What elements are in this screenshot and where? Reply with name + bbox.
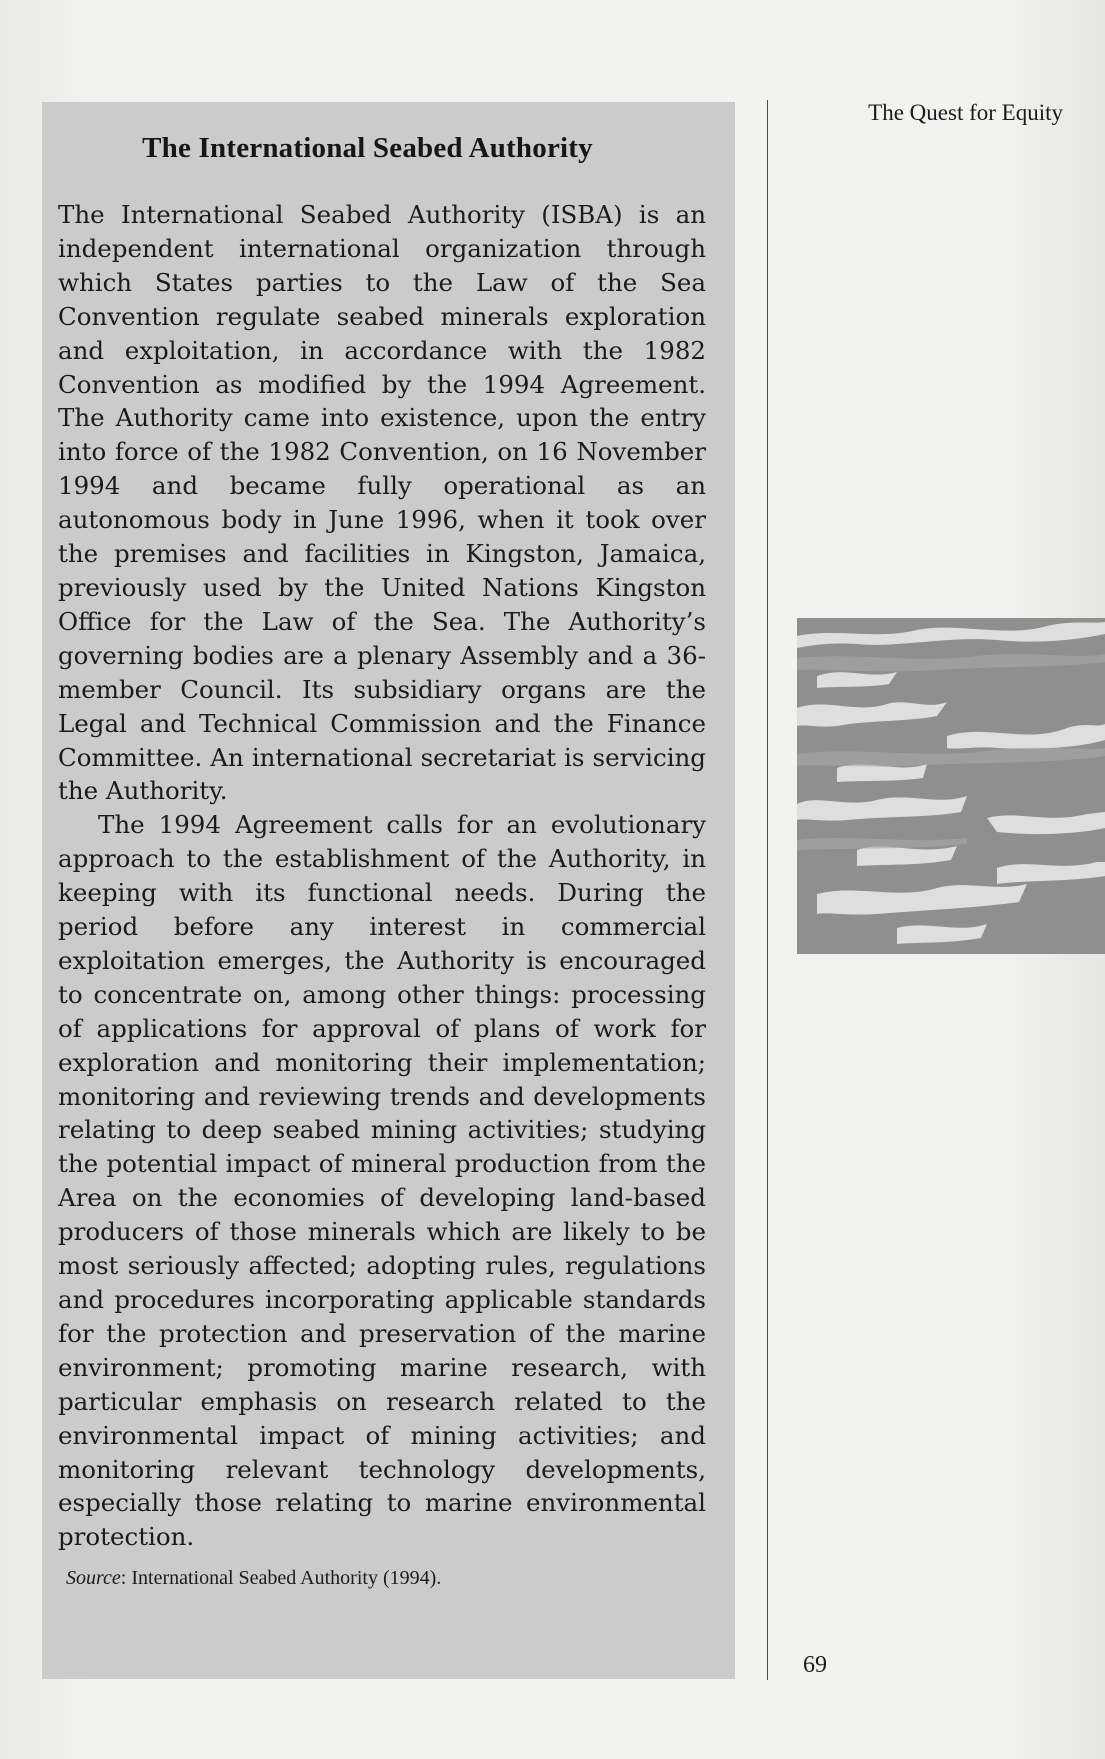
sidebar-body <box>58 198 706 1554</box>
column-divider <box>767 100 768 1680</box>
sidebar-paragraph-1: The International Seabed Authority (ISBA) is an independent international organization through which States parties to the Law of the Sea Convention regulate seabed minerals exploration and exploitation, in accordance with the 1982 Convention as modified by the 1994 Agreement. The Authority came into existence, upon the entry into force of the 1982 Convention, on 16 November 1994 and became fully operational as an autonomous body in June 1996, when it took over the premises and facilities in Kingston, Jamaica, previously used by the United Nations Kingston Office for the Law of the Sea. The Authority’s governing bodies are a plenary Assembly and a 36-member Council. Its subsidiary organs are the Legal and Technical Commission and the Finance Committee. An international secretariat is servicing the Authority. <box>58 200 706 806</box>
source-text: : International Seabed Authority (1994). <box>120 1567 442 1589</box>
sidebar-paragraph-2: The 1994 Agreement calls for an evolutionary approach to the establishment of the Authority, in keeping with its functional needs. During the period before any interest in commercial exploitation emerges, the Authority is encouraged to concentrate on, among other things: processing of applications for approval of plans of work for exploration and monitoring their implementation; monitoring and reviewing trends and developments relating to deep seabed mining activities; studying the potential impact of mineral production from the Area on the economies of developing land-based producers of those minerals which are likely to be most seriously affected; adopting rules, regulations and procedures incorporating applicable standards for the protection and preservation of the marine environment; promoting marine research, with particular emphasis on research related to the environmental impact of mining activities; and monitoring relevant technology developments, especially those relating to marine environmental protection. <box>58 810 706 1552</box>
sidebar-title: The International Seabed Authority <box>142 132 593 164</box>
source-note <box>66 1567 441 1590</box>
source-label: Source <box>66 1567 121 1589</box>
page-number: 69 <box>803 1652 827 1678</box>
running-head: The Quest for Equity <box>868 100 1063 125</box>
sea-waves-photo <box>797 618 1105 954</box>
